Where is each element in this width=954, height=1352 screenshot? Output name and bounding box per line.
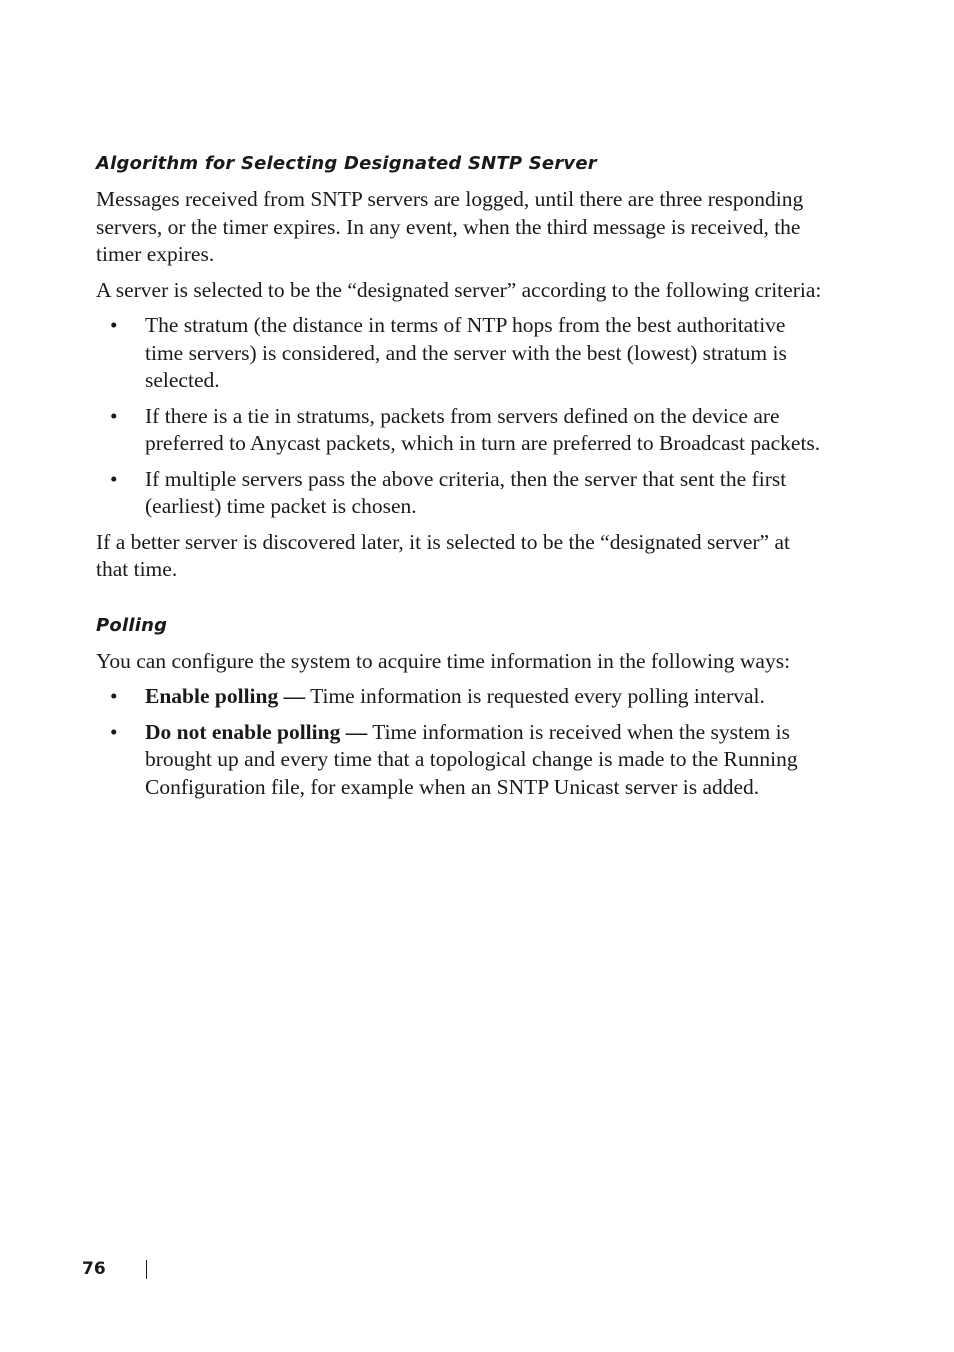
list-item [96,466,824,521]
list-item [96,719,824,802]
page-footer [82,1255,106,1283]
footer-divider [146,1260,147,1279]
list-item-text: Time information is received when the system is brought up and every time that a topological change is made to the Running Configuration file, for example when an SNTP Unicast server is added. [145,719,798,799]
bullet-icon: • [110,313,118,337]
list-item-text: Time information is requested every polling interval. [305,684,765,708]
polling-options-list [96,683,824,801]
bullet-icon: • [110,466,118,491]
paragraph-polling-intro: You can configure the system to acquire time information in the following ways: [96,648,791,673]
list-item [96,403,824,458]
page-number: 76 [82,1259,106,1279]
list-item [96,312,824,395]
paragraph-better-server: If a better server is discovered later, it is selected to be the “designated server” at that time. [96,529,790,581]
section-heading-polling: Polling [96,614,168,636]
bullet-icon: • [110,684,118,708]
section-spacer [96,592,824,614]
bullet-icon: • [110,719,118,744]
page-content [96,152,824,809]
list-item-text: If multiple servers pass the above criteria, then the server that sent the first (earliest) time packet is chosen. [145,466,787,518]
paragraph-messages-logged: Messages received from SNTP servers are logged, until there are three responding servers, or the timer expires. In any event, when the third message is received, the timer expires. [96,187,804,266]
list-item-text: If there is a tie in stratums, packets from servers defined on the device are preferred to Anycast packets, which in turn are preferred to Broadcast packets. [145,403,821,455]
term-enable-polling: Enable polling — [145,684,306,708]
criteria-list [96,312,824,521]
section-heading-algorithm: Algorithm for Selecting Designated SNTP Server [96,153,597,174]
bullet-icon: • [110,403,118,428]
list-item-text: The stratum (the distance in terms of NTP hops from the best authoritative time servers) is considered, and the server with the best (lowest) stratum is selected. [145,313,787,392]
list-item [96,683,824,711]
term-do-not-enable-polling: Do not enable polling — [145,719,368,744]
paragraph-designated-server-criteria: A server is selected to be the “designated server” according to the following criteria: [96,277,822,302]
